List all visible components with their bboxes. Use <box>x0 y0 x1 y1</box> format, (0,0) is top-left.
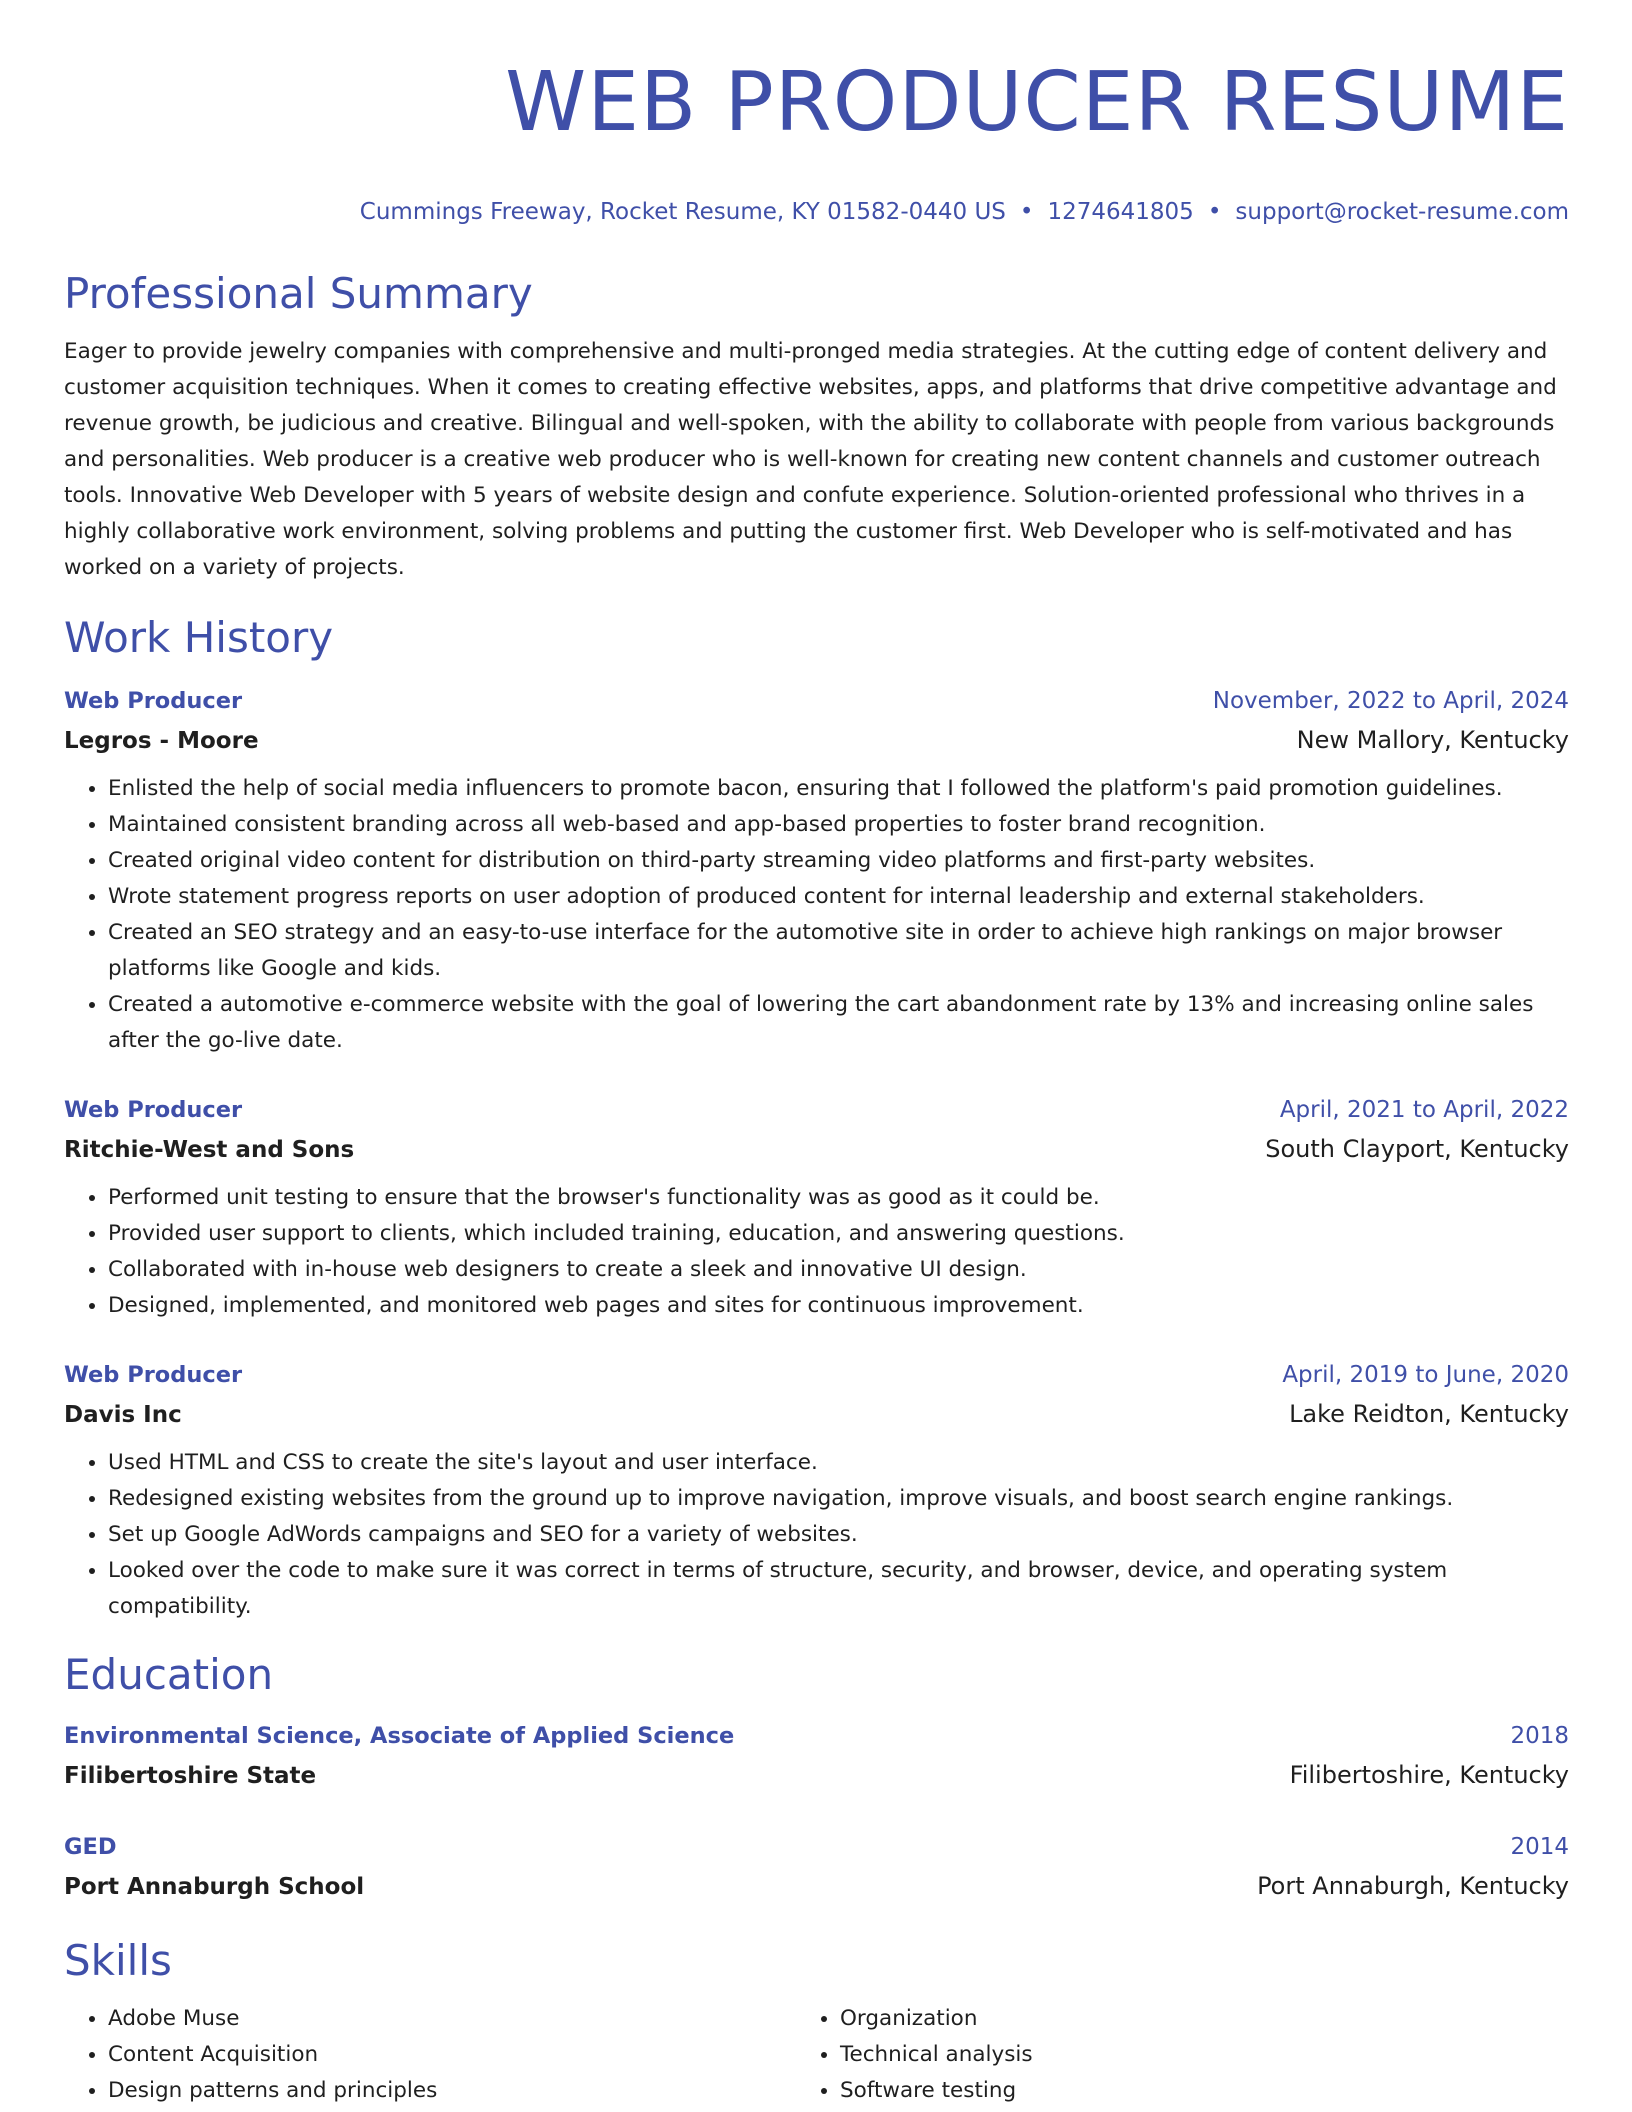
list-item: • Designed, implemented, and monitored web pages and sites for continuous improvement. <box>108 1288 1569 1324</box>
skills-column-right <box>760 2001 1460 2109</box>
list-item: • Created an SEO strategy and an easy-to-use interface for the automotive site in order to achieve high rankings on major browser platforms like Google and kids. <box>108 915 1569 987</box>
education-header-row <box>64 1828 1569 1866</box>
job-header-row <box>64 682 1569 720</box>
section-title-work-history: Work History <box>64 613 334 662</box>
job-location: Lake Reidton, Kentucky <box>1289 1400 1569 1428</box>
job-role: Web Producer <box>64 688 243 714</box>
resume-header <box>64 48 1569 228</box>
job-role: Web Producer <box>64 1097 243 1123</box>
job-dates: April, 2021 to April, 2022 <box>1279 1097 1569 1123</box>
skill-item: • Organization <box>840 2001 1460 2037</box>
graduation-year: 2014 <box>1510 1834 1569 1860</box>
list-item: • Used HTML and CSS to create the site's layout and user interface. <box>108 1445 1569 1481</box>
job-header-row <box>64 1356 1569 1394</box>
school-location: Port Annaburgh, Kentucky <box>1257 1872 1569 1900</box>
education-school-row <box>64 1755 1569 1796</box>
skill-item: • Content Acquisition <box>108 2037 760 2073</box>
skills-column-left <box>64 2001 760 2109</box>
school-name: Port Annaburgh School <box>64 1874 365 1900</box>
job-company-row <box>64 1394 1569 1435</box>
job-entry <box>64 1091 1569 1324</box>
job-bullets <box>64 1180 1569 1324</box>
section-title-education: Education <box>64 1650 274 1699</box>
list-item: • Created original video content for distribution on third-party streaming video platforms and first-party websites. <box>108 843 1569 879</box>
list-item: • Set up Google AdWords campaigns and SEO for a variety of websites. <box>108 1517 1569 1553</box>
degree: GED <box>64 1834 117 1860</box>
resume-title: WEB PRODUCER RESUME <box>505 55 1569 150</box>
skill-item: • Design patterns and principles <box>108 2073 760 2109</box>
job-location: South Clayport, Kentucky <box>1265 1135 1569 1163</box>
job-bullets <box>64 1445 1569 1625</box>
job-entry <box>64 682 1569 1059</box>
school-location: Filibertoshire, Kentucky <box>1289 1761 1569 1789</box>
list-item: • Maintained consistent branding across all web-based and app-based properties to foster brand recognition. <box>108 807 1569 843</box>
skills-list <box>64 2001 1569 2109</box>
job-bullets <box>64 771 1569 1059</box>
job-company: Davis Inc <box>64 1402 182 1428</box>
education-entry <box>64 1828 1569 1907</box>
skill-item: • Technical analysis <box>840 2037 1460 2073</box>
list-item: • Looked over the code to make sure it was correct in terms of structure, security, and browser, device, and operating system compatibility. <box>108 1553 1569 1625</box>
address: Cummings Freeway, Rocket Resume, KY 01582-0440 US <box>359 199 1006 225</box>
job-company: Legros - Moore <box>64 728 259 754</box>
skill-item: • Software testing <box>840 2073 1460 2109</box>
job-location: New Mallory, Kentucky <box>1296 726 1569 754</box>
job-dates: November, 2022 to April, 2024 <box>1212 688 1569 714</box>
email-link[interactable]: support@rocket-resume.com <box>1235 199 1569 225</box>
job-header-row <box>64 1091 1569 1129</box>
list-item: • Performed unit testing to ensure that the browser's functionality was as good as it could be. <box>108 1180 1569 1216</box>
education-header-row <box>64 1717 1569 1755</box>
list-item: • Redesigned existing websites from the ground up to improve navigation, improve visuals, and boost search engine rankings. <box>108 1481 1569 1517</box>
list-item: • Created a automotive e-commerce website with the goal of lowering the cart abandonment rate by 13% and increasing online sales after the go-live date. <box>108 987 1569 1059</box>
separator-dot: • <box>1207 199 1222 225</box>
contact-line <box>64 196 1569 228</box>
list-item: • Provided user support to clients, which included training, education, and answering questions. <box>108 1216 1569 1252</box>
list-item: • Wrote statement progress reports on user adoption of produced content for internal leadership and external stakeholders. <box>108 879 1569 915</box>
graduation-year: 2018 <box>1510 1723 1569 1749</box>
list-item: • Collaborated with in-house web designers to create a sleek and innovative UI design. <box>108 1252 1569 1288</box>
list-item: • Enlisted the help of social media influencers to promote bacon, ensuring that I followed the platform's paid promotion guidelines. <box>108 771 1569 807</box>
summary-text: Eager to provide jewelry companies with comprehensive and multi-pronged media strategies. At the cutting edge of content delivery and customer acquisition techniques. When it comes to creating effective websites, apps, and platforms that drive competitive advantage and revenue growth, be judicious and creative. Bilingual and well-spoken, with the ability to collaborate with people from various backgrounds and personalities. Web producer is a creative web producer who is well-known for creating new content channels and customer outreach tools. Innovative Web Developer with 5 years of website design and confute experience. Solution-oriented professional who thrives in a highly collaborative work environment, solving problems and putting the customer first. Web Developer who is self-motivated and has worked on a variety of projects. <box>64 339 1557 580</box>
job-company-row <box>64 1129 1569 1170</box>
job-company: Ritchie-West and Sons <box>64 1137 355 1163</box>
skill-item: • Adobe Muse <box>108 2001 760 2037</box>
job-company-row <box>64 720 1569 761</box>
section-title-skills: Skills <box>64 1936 172 1985</box>
education-entry <box>64 1717 1569 1796</box>
job-role: Web Producer <box>64 1362 243 1388</box>
degree: Environmental Science, Associate of Applied Science <box>64 1723 735 1749</box>
job-entry <box>64 1356 1569 1625</box>
phone: 1274641805 <box>1047 199 1194 225</box>
job-dates: April, 2019 to June, 2020 <box>1282 1362 1569 1388</box>
education-school-row <box>64 1866 1569 1907</box>
section-title-summary: Professional Summary <box>64 269 533 318</box>
school-name: Filibertoshire State <box>64 1763 317 1789</box>
separator-dot: • <box>1019 199 1034 225</box>
